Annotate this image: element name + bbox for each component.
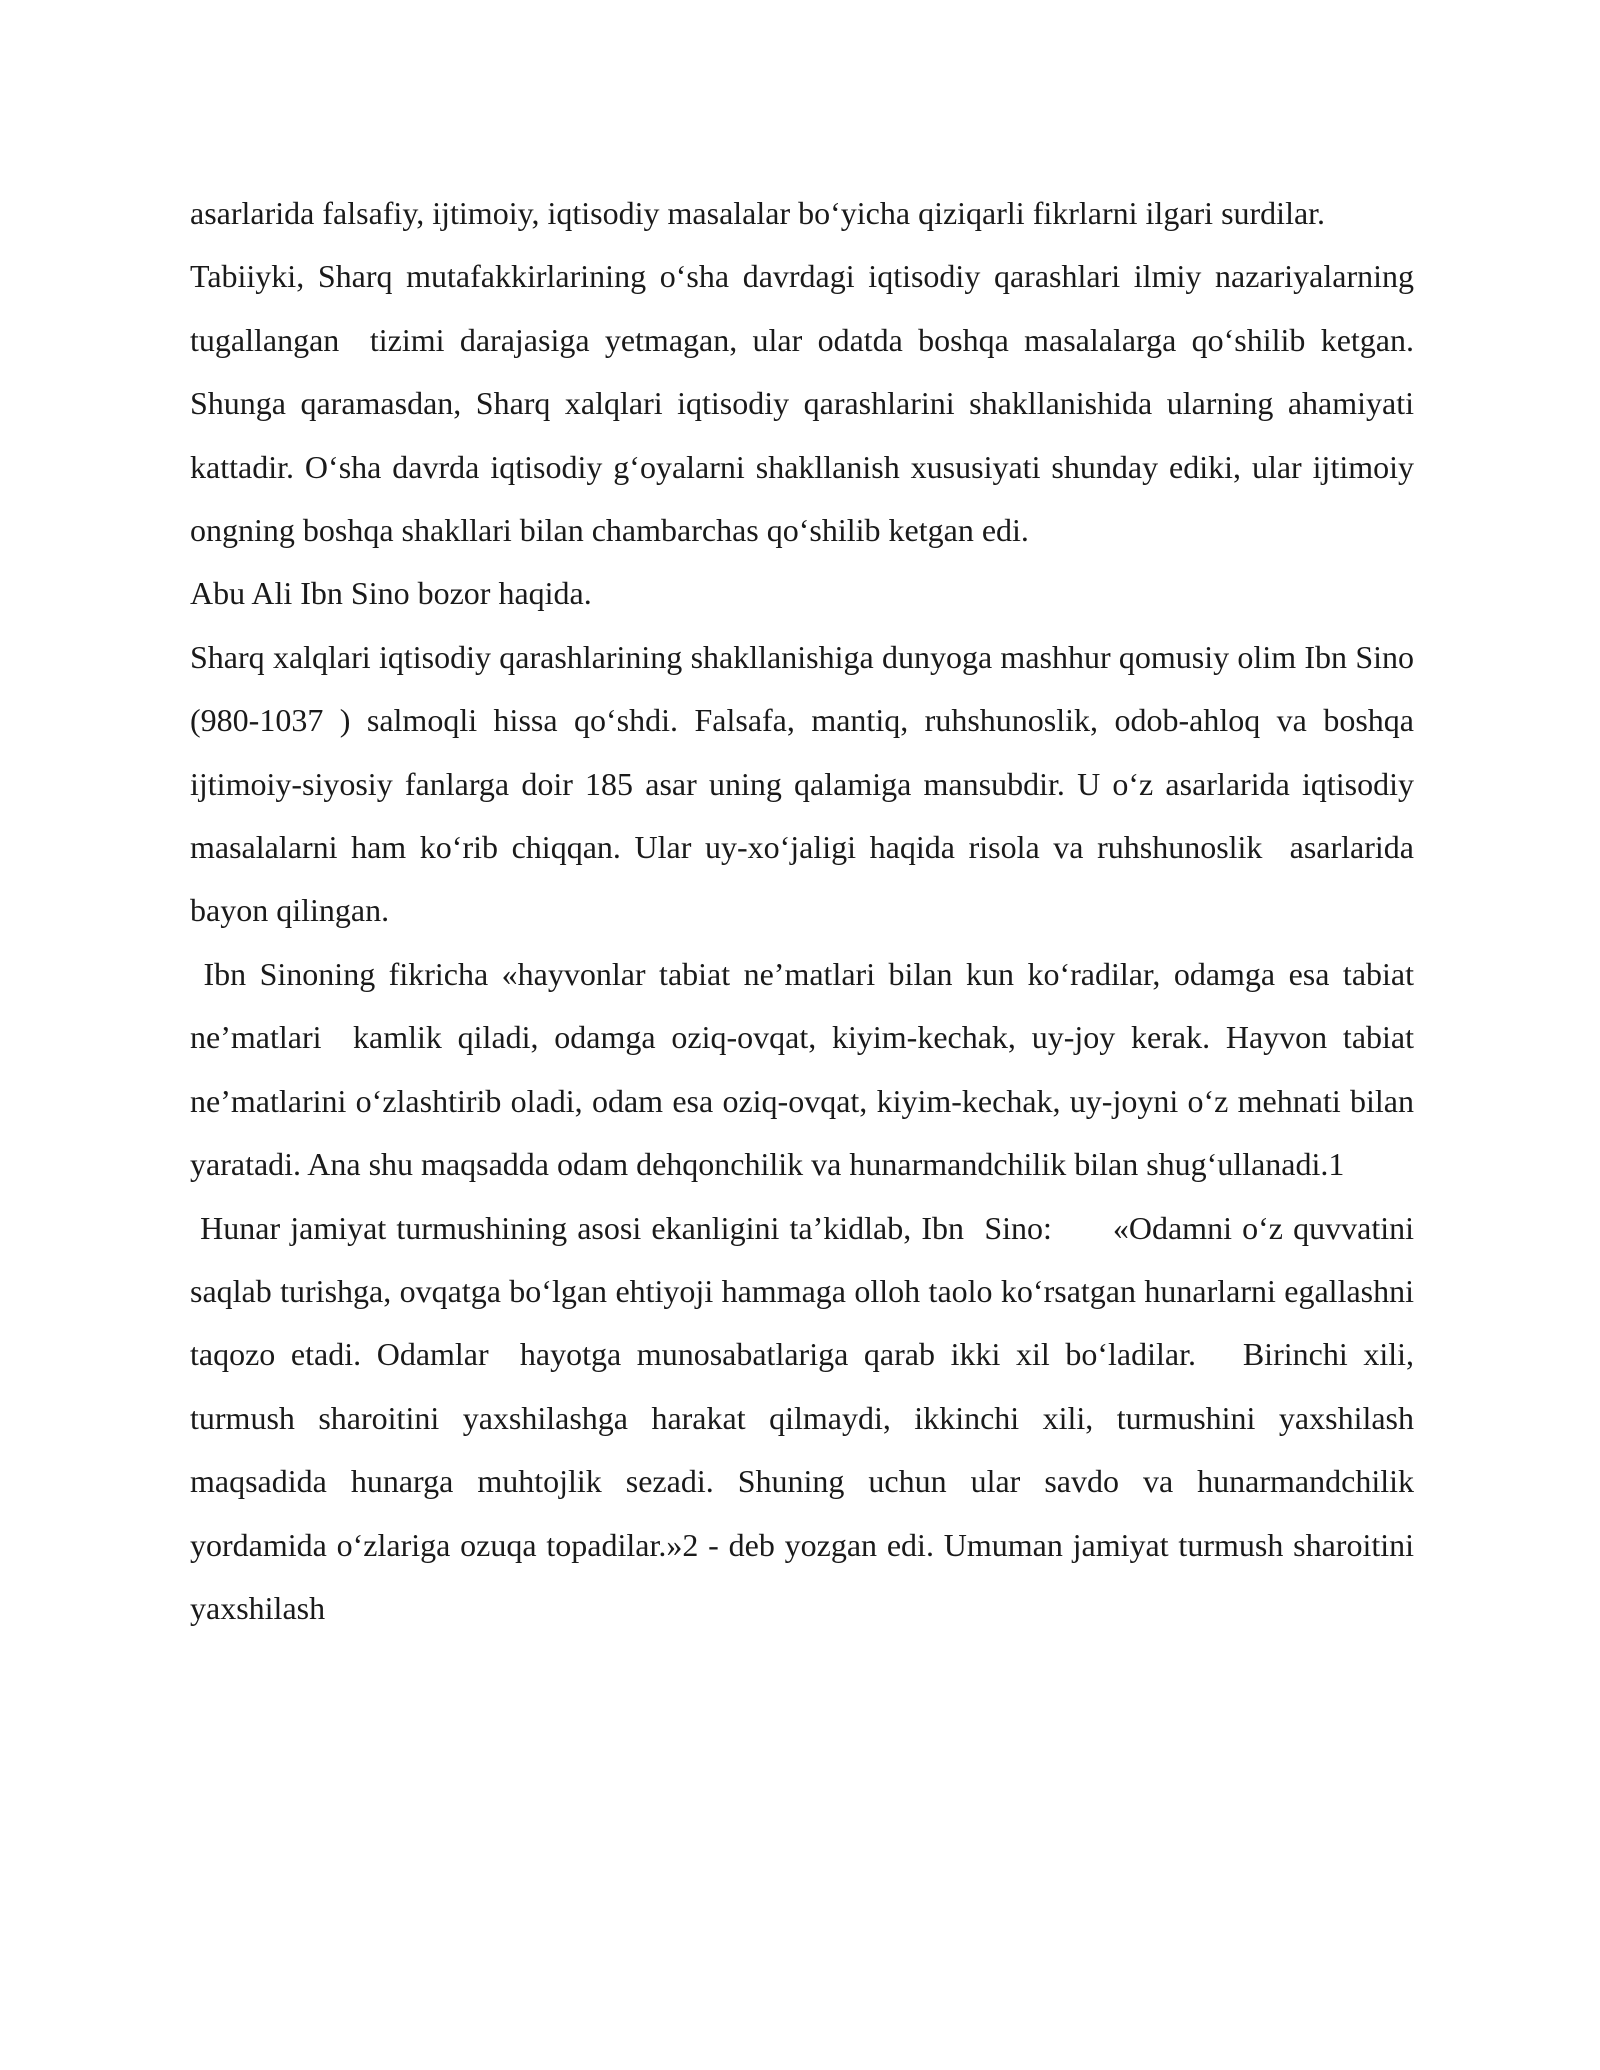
paragraph-ibn-sino-contribution: Sharq xalqlari iqtisodiy qarashlarining shakllanishiga dunyoga mashhur qomusiy olim Ibn Sino (980-1037 ) salmoqli hissa qo‘shdi. Falsafa, mantiq, ruhshunoslik, odob-ahloq va boshqa ijtimoiy-siyosiy fanlarga doir 185 asar uning qalamiga mansubdir. U o‘z asarlarida iqtisodiy masalalarni ham ko‘rib chiqqan. Ular uy-xo‘jaligi haqida risola va ruhshunoslik asarlarida bayon qilingan. <box>190 638 1422 929</box>
paragraph-ibn-sino-view: Ibn Sinoning fikricha «hayvonlar tabiat ne’matlari bilan kun ko‘radilar, odamga esa tabiat ne’matlari kamlik qiladi, odamga oziq-ovqat, kiyim-kechak, uy-joy kerak. Hayvon tabiat ne’matlarini o‘zlashtirib oladi, odam esa oziq-ovqat, kiyim-kechak, uy-joyni o‘z mehnati bilan yaratadi. Ana shu maqsadda odam dehqonchilik va hunarmandchilik bilan shug‘ullanadi.1 <box>190 955 1423 1183</box>
section-heading-ibn-sino-market: Abu Ali Ibn Sino bozor haqida. <box>190 575 592 612</box>
document-body <box>190 182 1446 1640</box>
paragraph-eastern-thinkers: Tabiiyki, Sharq mutafakkirlarining o‘sha davrdagi iqtisodiy qarashlari ilmiy nazariyalarning tugallangan tizimi darajasiga yetmagan, ular odatda boshqa masalalarga qo‘shilib ketgan. Shunga qaramasdan, Sharq xalqlari iqtisodiy qarashlarini shakllanishida ularning ahamiyati kattadir. O‘sha davrda iqtisodiy g‘oyalarni shakllanish xususiyati shunday ediki, ular ijtimoiy ongning boshqa shakllari bilan chambarchas qo‘shilib ketgan edi. <box>190 258 1422 549</box>
paragraph-intro-continuation: asarlarida falsafiy, ijtimoiy, iqtisodiy masalalar bo‘yicha qiziqarli fikrlarni ilgari surdilar. <box>190 195 1326 231</box>
paragraph-crafts-society: Hunar jamiyat turmushining asosi ekanligini ta’kidlab, Ibn Sino: «Odamni o‘z quvvatini saqlab turishga, ovqatga bo‘lgan ehtiyoji hammaga olloh taolo ko‘rsatgan hunarlarni egallashni taqozo etadi. Odamlar hayotga munosabatlariga qarab ikki xil bo‘ladilar. Birinchi xili, turmush sharoitini yaxshilashga harakat qilmaydi, ikkinchi xili, turmushini yaxshilash maqsadida hunarga muhtojlik sezadi. Shuning uchun ular savdo va hunarmandchilik yordamida o‘zlariga ozuqa topadilar.»2 - deb yozgan edi. Umuman jamiyat turmush sharoitini yaxshilash <box>190 1209 1446 1626</box>
